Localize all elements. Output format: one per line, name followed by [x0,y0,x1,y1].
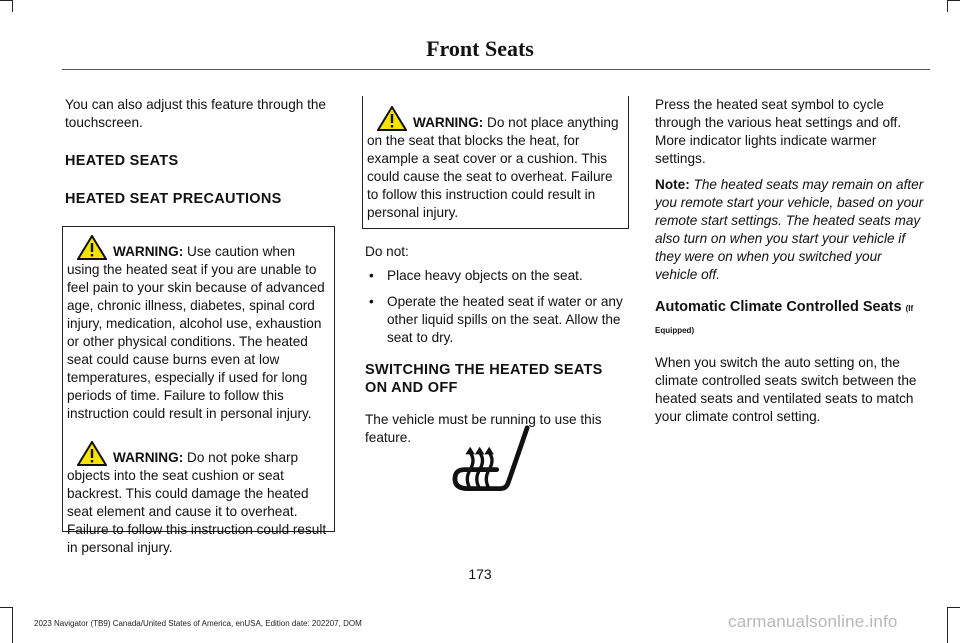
note-text: The heated seats may remain on after you remote start your vehicle, based on your remote start settings. The heated seats may also turn on when you start your vehicle if they were on when you switched your vehicle off. [655,177,924,282]
crop-mark [947,607,948,643]
heading-switching-heated-seats: SWITCHING THE HEATED SEATS ON AND OFF [365,362,603,396]
warning-body: Use caution when using the heated seat if you are unable to feel pain to your skin because of advanced age, chronic illness, diabetes, spinal cord injury, medication, alcohol use, exhaustion or other physical conditions. The heated seat could cause burns even at low temperatures, especially if used for long periods of time. Failure to follow this instruction could result in personal injury. [67,244,325,421]
warning-triangle-icon [77,235,107,260]
heading-heated-seat-precautions: HEATED SEAT PRECAUTIONS [65,191,282,207]
crop-mark [947,0,948,12]
warning-text-2 [67,441,330,557]
intro-text: You can also adjust this feature through the touchscreen. [65,97,326,130]
bullet: • [369,294,374,309]
crop-mark [0,0,12,1]
footer-text: 2023 Navigator (TB9) Canada/United States of America, enUSA, Edition date: 202207, DOM [34,619,362,628]
crop-mark [948,0,960,1]
header-rule [62,69,930,70]
warning-triangle-icon [77,441,107,466]
warning-triangle-icon [377,106,407,131]
warning-text-3 [367,106,624,222]
auto-heading-note-cont: Equipped) [655,326,695,335]
page-title: Front Seats [426,36,534,61]
warning-label: WARNING: [113,450,184,465]
warning-box-3 [362,96,629,229]
warning-box-1 [62,226,335,429]
do-not-text: Do not: [365,244,409,259]
warning-body: Do not poke sharp objects into the seat cushion or seat backrest. This could damage the heated seat element and cause it to overheat. Failure to follow this instruction could result in personal injury. [67,450,327,555]
left-column [65,96,335,555]
running-text: The vehicle must be running to use this feature. [365,412,602,445]
warning-text-1 [67,235,330,423]
warning-box-2 [62,429,335,555]
warning-label: WARNING: [413,115,484,130]
right-column [655,96,927,426]
page-number: 173 [468,566,492,582]
bullet: • [369,268,374,283]
warning-label: WARNING: [113,244,184,259]
auto-heading-note: (If [905,304,914,313]
auto-text: When you switch the auto setting on, the climate controlled seats switch between the heated seats and ventilated seats to match your climate control setting. [655,355,917,424]
crop-mark [948,607,960,608]
middle-column [365,96,629,447]
list-item: • Operate the heated seat if water or any other liquid spills on the seat. Allow the seat to dry. [369,294,623,345]
do-not-list [365,267,629,347]
note-label: Note: [655,177,690,192]
crop-mark [12,0,13,12]
list-item: • Place heavy objects on the seat. [369,268,583,283]
heading-heated-seats: HEATED SEATS [65,153,179,169]
press-text: Press the heated seat symbol to cycle through the various heat settings and off. More indicator lights indicate warmer settings. [655,97,902,166]
auto-heading: Automatic Climate Controlled Seats (If [655,299,914,315]
note-paragraph [655,176,927,284]
watermark: carmanualsonline.info [728,612,898,631]
crop-mark [0,607,12,608]
warning-body: Do not place anything on the seat that blocks the heat, for example a seat cover or a cushion. This could cause the seat to overheat. Failure to follow this instruction could result in personal injury. [367,115,619,220]
heated-seat-icon [449,424,535,500]
crop-mark [12,607,13,643]
